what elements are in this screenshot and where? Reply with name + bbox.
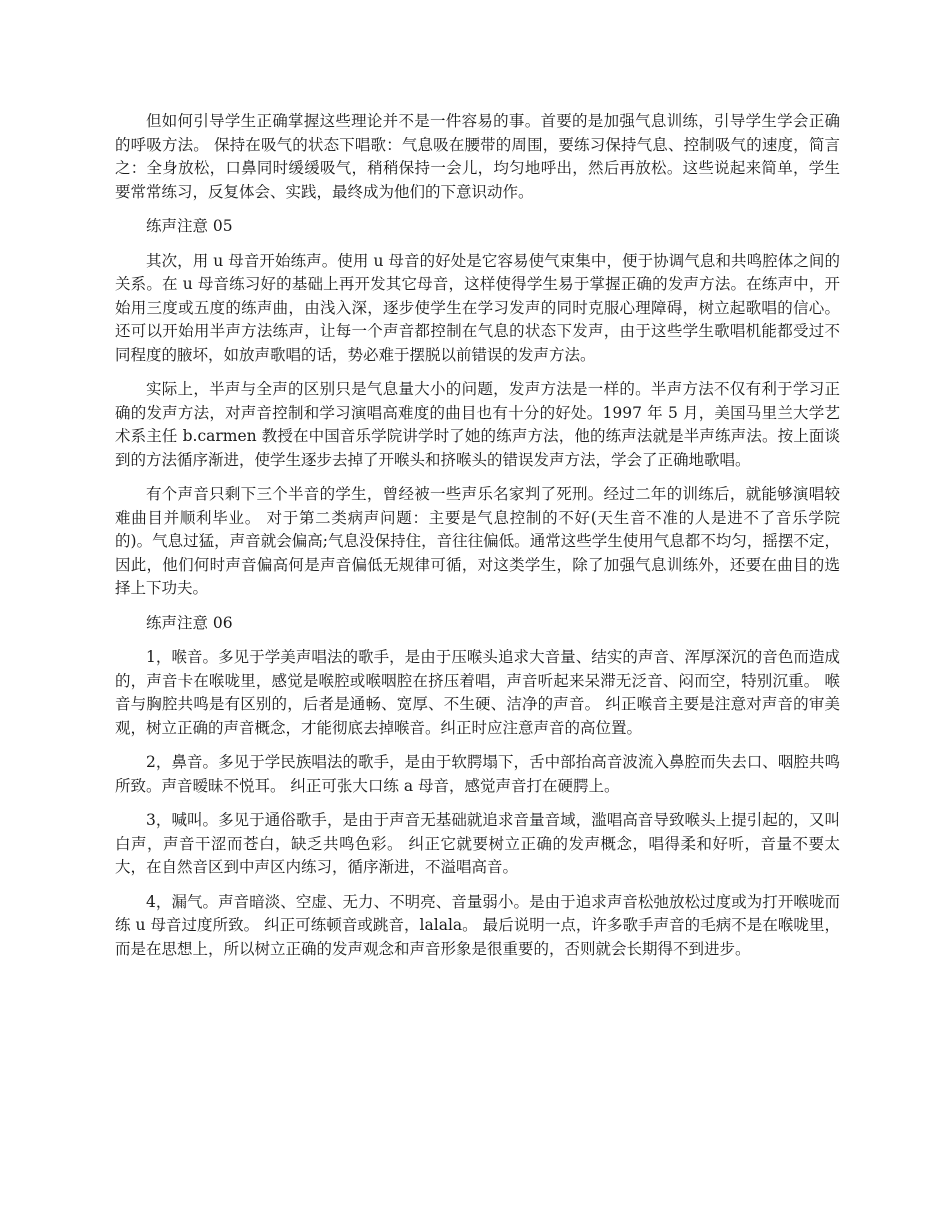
- paragraph-breath-training: 但如何引导学生正确掌握这些理论并不是一件容易的事。首要的是加强气息训练，引导学生学会正确的呼吸方法。 保持在吸气的状态下唱歌：气息吸在腰带的周围，要练习保持气息、控制吸气的速度，简言之：全身放松，口鼻同时缓缓吸气，稍稍保持一会儿，均匀地呼出，然后再放松。这些说起来简单，学生要常常练习，反复体会、实践，最终成为他们的下意识动作。: [115, 112, 840, 201]
- paragraph-shouting: 3，喊叫。多见于通俗歌手，是由于声音无基础就追求音量音域，滥唱高音导致喉头上提引起的，又叫白声，声音干涩而苍白，缺乏共鸣色彩。 纠正它就要树立正确的发声概念，唱得柔和好听，音量不要太大，在自然音区到中声区内练习，循序渐进，不溢唱高音。: [115, 811, 840, 876]
- section-heading-06: 练声注意 06: [146, 613, 233, 632]
- paragraph-throat-voice: 1，喉音。多见于学美声唱法的歌手，是由于压喉头追求大音量、结实的声音、浑厚深沉的音色而造成的，声音卡在喉咙里，感觉是喉腔或喉咽腔在挤压着唱，声音听起来呆滞无泛音、闷而空，特别沉重。 喉音与胸腔共鸣是有区别的，后者是通畅、宽厚、不生硬、洁净的声音。 纠正喉音主要是注意对声音的审美观，树立正确的声音概念，才能彻底去掉喉音。纠正时应注意声音的高位置。: [115, 648, 840, 737]
- section-heading-05: 练声注意 05: [146, 217, 233, 235]
- paragraph-air-leak: 4，漏气。声音暗淡、空虚、无力、不明亮、音量弱小。是由于追求声音松弛放松过度或为打开喉咙而练 u 母音过度所致。 纠正可练顿音或跳音，lalala。 最后说明一点，许多歌手声音的毛病不是在喉咙里，而是在思想上，所以树立正确的发声观念和声音形象是很重要的，否则就会长期得不到进步。: [115, 892, 840, 958]
- paragraph-u-vowel: 其次，用 u 母音开始练声。使用 u 母音的好处是它容易使气束集中，便于协调气息和共鸣腔体之间的关系。在 u 母音练习好的基础上再开发其它母音，这样使得学生易于掌握正确的发声方法。在练声中，开始用三度或五度的练声曲，由浅入深，逐步使学生在学习发声的同时克服心理障碍，树立起歌唱的信心。还可以开始用半声方法练声，让每一个声音都控制在气息的状态下发声，由于这些学生歌唱机能都受过不同程度的腋坏，如放声歌唱的话，势必难于摆脱以前错误的发声方法。: [115, 251, 840, 364]
- paragraph-half-voice: 实际上，半声与全声的区别只是气息量大小的问题，发声方法是一样的。半声方法不仅有利于学习正确的发声方法，对声音控制和学习演唱高难度的曲目也有十分的好处。1997 年 5 月，美国马里兰大学艺术系主任 b.carmen 教授在中国音乐学院讲学时了她的练声方法，他的练声法就是半声练声法。按上面谈到的方法循序渐进，使学生逐步去掉了开喉头和挤喉头的错误发声方法，学会了正确地歌唱。: [115, 380, 840, 469]
- document-body: [115, 110, 840, 972]
- paragraph-nasal-voice: 2，鼻音。多见于学民族唱法的歌手，是由于软腭塌下，舌中部抬高音波流入鼻腔而失去口、咽腔共鸣所致。声音暧昧不悦耳。 纠正可张大口练 a 母音，感觉声音打在硬腭上。: [115, 753, 840, 795]
- paragraph-pitch-problems: 有个声音只剩下三个半音的学生，曾经被一些声乐名家判了死刑。经过二年的训练后，就能够演唱较难曲目并顺利毕业。 对于第二类病声问题：主要是气息控制的不好(天生音不准的人是进不了音乐学院的)。气息过猛，声音就会偏高;气息没保持住，音往往偏低。通常这些学生使用气息都不均匀，摇摆不定，因此，他们何时声音偏高何是声音偏低无规律可循，对这类学生，除了加强气息训练外，还要在曲目的选择上下功夫。: [115, 485, 840, 597]
